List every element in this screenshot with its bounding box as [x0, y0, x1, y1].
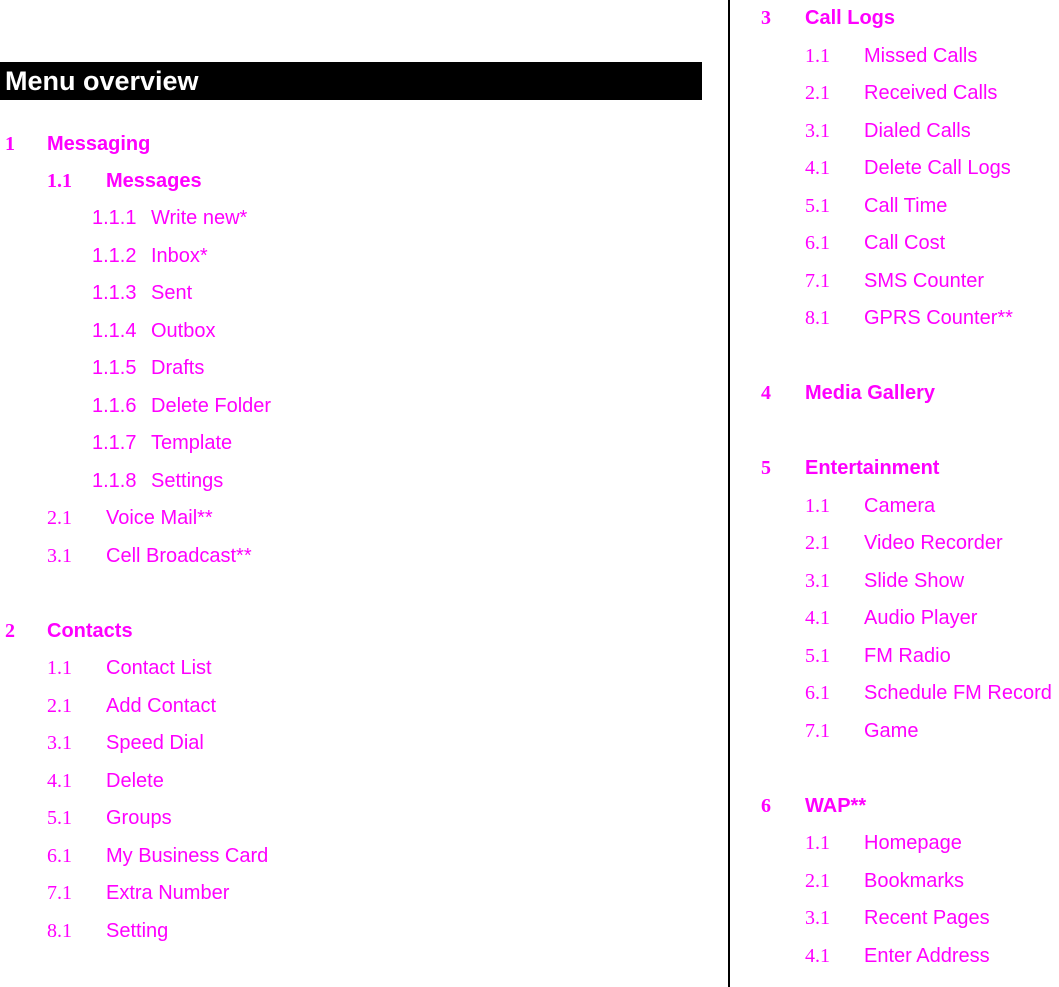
subsection-number: 1.1	[47, 170, 72, 192]
item-number: 3.1	[47, 545, 72, 567]
item-label: Cell Broadcast**	[106, 545, 252, 567]
section-number: 4	[761, 382, 771, 404]
item-label: Drafts	[151, 357, 205, 379]
item-label: Delete Folder	[151, 395, 272, 417]
item-label: Missed Calls	[864, 45, 978, 67]
section-number: 1	[5, 133, 15, 155]
item-number: 2.1	[805, 82, 830, 104]
item-label: FM Radio	[864, 645, 951, 667]
item-label: Video Recorder	[864, 532, 1003, 554]
item-label: Bookmarks	[864, 870, 965, 892]
item-number: 2.1	[805, 870, 830, 892]
item-label: Call Time	[864, 195, 948, 217]
item-label: Groups	[106, 807, 172, 829]
item-number: 1.1	[47, 657, 72, 679]
item-number: 3.1	[805, 120, 830, 142]
item-number: 6.1	[805, 232, 830, 254]
item-label: Template	[151, 432, 233, 454]
item-number: 3.1	[805, 570, 830, 592]
item-label: Game	[864, 720, 919, 742]
item-label: SMS Counter	[864, 270, 985, 292]
item-number: 1.1.4	[92, 320, 137, 342]
item-label: Homepage	[864, 832, 962, 854]
section-label: WAP**	[805, 795, 867, 817]
item-number: 3.1	[47, 732, 72, 754]
item-number: 1.1	[805, 45, 830, 67]
section-label: Call Logs	[805, 7, 896, 29]
item-label: Slide Show	[864, 570, 965, 592]
section-label: Media Gallery	[805, 382, 936, 404]
item-number: 1.1	[805, 495, 830, 517]
item-label: Inbox*	[151, 245, 208, 267]
item-number: 1.1	[805, 832, 830, 854]
section-number: 3	[761, 7, 771, 29]
item-label: Delete Call Logs	[864, 157, 1011, 179]
item-label: Enter Address	[864, 945, 990, 967]
item-number: 4.1	[805, 157, 830, 179]
item-number: 8.1	[47, 920, 72, 942]
section-number: 2	[5, 620, 15, 642]
item-number: 3.1	[805, 907, 830, 929]
item-number: 5.1	[805, 645, 830, 667]
item-label: Delete	[106, 770, 164, 792]
page-title: Menu overview	[0, 62, 702, 100]
item-number: 1.1.3	[92, 282, 137, 304]
item-label: Outbox	[151, 320, 216, 342]
item-number: 8.1	[805, 307, 830, 329]
right-column	[730, 0, 1059, 987]
item-label: Received Calls	[864, 82, 998, 104]
item-label: Dialed Calls	[864, 120, 971, 142]
item-number: 2.1	[805, 532, 830, 554]
item-label: Speed Dial	[106, 732, 204, 754]
item-number: 4.1	[47, 770, 72, 792]
item-number: 4.1	[805, 945, 830, 967]
item-label: GPRS Counter**	[864, 307, 1013, 329]
item-number: 5.1	[47, 807, 72, 829]
item-number: 1.1.2	[92, 245, 137, 267]
item-number: 7.1	[805, 270, 830, 292]
item-number: 6.1	[805, 682, 830, 704]
item-label: Schedule FM Record	[864, 682, 1052, 704]
item-label: Write new*	[151, 207, 248, 229]
item-number: 4.1	[805, 607, 830, 629]
section-label: Contacts	[47, 620, 133, 642]
item-label: Sent	[151, 282, 193, 304]
item-number: 1.1.1	[92, 207, 137, 229]
item-number: 5.1	[805, 195, 830, 217]
item-label: Audio Player	[864, 607, 978, 629]
section-label: Entertainment	[805, 457, 940, 479]
section-number: 6	[761, 795, 771, 817]
item-label: Recent Pages	[864, 907, 990, 929]
item-label: Add Contact	[106, 695, 217, 717]
item-label: Contact List	[106, 657, 212, 679]
item-number: 1.1.6	[92, 395, 137, 417]
item-number: 1.1.7	[92, 432, 137, 454]
item-label: Call Cost	[864, 232, 946, 254]
item-label: Extra Number	[106, 882, 230, 904]
section-number: 5	[761, 457, 771, 479]
section-label: Messaging	[47, 133, 151, 155]
item-number: 6.1	[47, 845, 72, 867]
item-label: My Business Card	[106, 845, 269, 867]
item-label: Voice Mail**	[106, 507, 213, 529]
item-number: 2.1	[47, 507, 72, 529]
item-label: Settings	[151, 470, 224, 492]
item-number: 1.1.5	[92, 357, 137, 379]
item-label: Camera	[864, 495, 936, 517]
subsection-label: Messages	[106, 170, 202, 192]
item-number: 1.1.8	[92, 470, 137, 492]
item-number: 7.1	[47, 882, 72, 904]
item-label: Setting	[106, 920, 169, 942]
item-number: 2.1	[47, 695, 72, 717]
item-number: 7.1	[805, 720, 830, 742]
